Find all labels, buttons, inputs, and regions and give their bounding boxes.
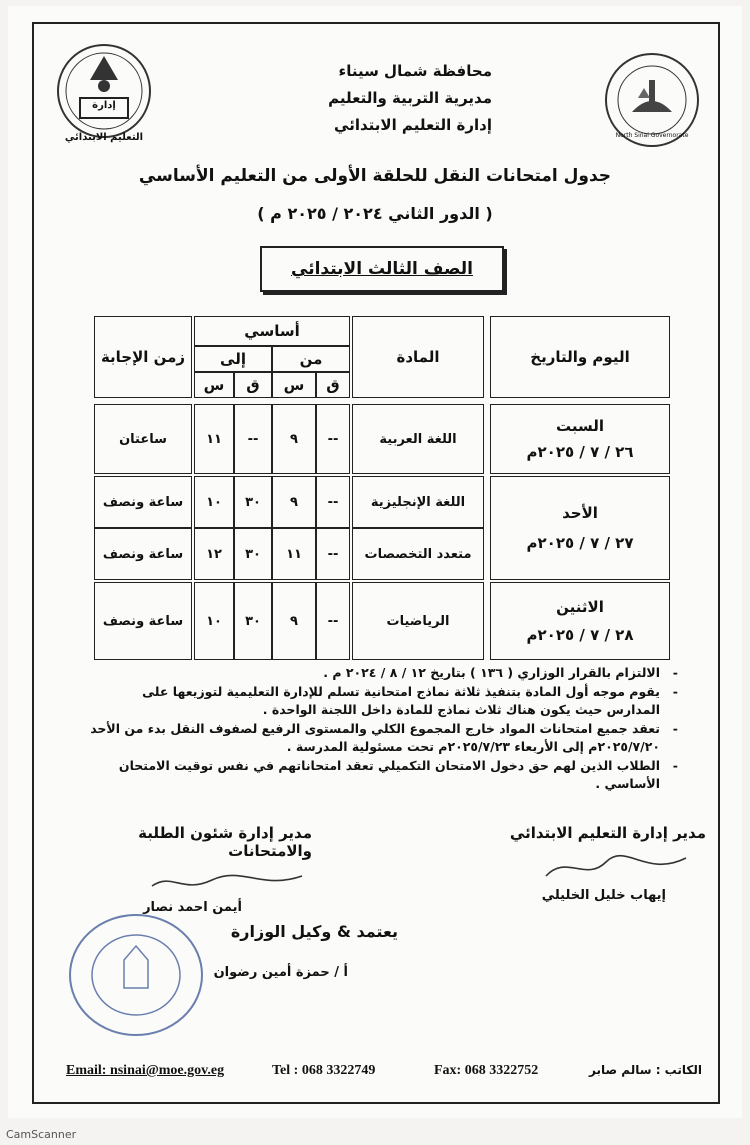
signature-student-affairs-director	[72, 824, 312, 915]
duration-cell: ساعة ونصف	[94, 476, 192, 528]
day-cell-saturday	[490, 404, 670, 474]
signature-approval	[198, 922, 398, 980]
day-date: ٢٦ / ٧ / ٢٠٢٥م	[526, 443, 634, 461]
header-basic: أساسي	[194, 316, 350, 346]
footer-fax: Fax: 068 3322752	[434, 1063, 539, 1078]
contact-footer	[66, 1063, 702, 1085]
from-hours-cell: ١١	[272, 528, 316, 580]
subject-cell: متعدد التخصصات	[352, 528, 484, 580]
issuer-header	[208, 58, 492, 139]
from-hours-cell: ٩	[272, 582, 316, 660]
signature-name: أيمن احمد نصار	[143, 900, 242, 915]
header-from: من	[272, 346, 350, 372]
signature-name: إيهاب خليل الخليلي	[541, 888, 666, 903]
day-cell-sunday	[490, 476, 670, 580]
official-stamp	[66, 910, 206, 1040]
footer-email: Email: nsinai@moe.gov.eg	[66, 1063, 225, 1078]
day-name: الاثنين	[556, 598, 604, 616]
note-item: - الالتزام بالقرار الوزاري ( ١٣٦ ) بتاريخ ١٢ / ٨ / ٢٠٢٤ م .	[86, 664, 682, 682]
to-hours-cell: ١٢	[194, 528, 234, 580]
primary-education-logo	[46, 36, 162, 146]
signature-title: مدير إدارة التعليم الابتدائي	[509, 824, 706, 842]
from-minutes-cell: --	[316, 528, 350, 580]
grade-label: الصف الثالث الابتدائي	[291, 259, 473, 279]
from-minutes-cell: --	[316, 476, 350, 528]
header-duration: زمن الإجابة	[94, 316, 192, 398]
day-name: الأحد	[562, 504, 598, 522]
governorate-name: محافظة شمال سيناء	[338, 62, 492, 80]
handwritten-signature-icon	[142, 864, 312, 900]
duration-cell: ساعة ونصف	[94, 528, 192, 580]
note-item: - يقوم موجه أول المادة بتنفيذ ثلاثة نماذج امتحانية تسلم للإدارة التعليمية لتوزيعها على المدارس حيث يكون هناك ثلاث نماذج للمادة داخل اللجنة الواحدة .	[86, 683, 682, 719]
subject-cell: اللغة العربية	[352, 404, 484, 474]
from-hours-cell: ٩	[272, 404, 316, 474]
handwritten-signature-icon	[536, 848, 696, 888]
signature-title: مدير إدارة شئون الطلبة والامتحانات	[138, 824, 312, 860]
north-sinai-logo	[602, 50, 702, 150]
signature-name: أ / حمزة أمين رضوان	[213, 965, 348, 980]
to-hours-cell: ١٠	[194, 476, 234, 528]
logo-caption: التعليم الابتدائي	[64, 132, 144, 143]
from-minutes-cell: --	[316, 582, 350, 660]
to-hours-cell: ١٠	[194, 582, 234, 660]
to-minutes-cell: ٣٠	[234, 528, 272, 580]
day-name: السبت	[555, 417, 605, 435]
to-minutes-cell: ٣٠	[234, 582, 272, 660]
note-item: - الطلاب الذين لهم حق دخول الامتحان التكميلي تعقد امتحاناتهم في نفس توقيت الامتحان الأساسي .	[86, 757, 682, 793]
subject-cell: اللغة الإنجليزية	[352, 476, 484, 528]
header-to-minutes: ق	[234, 372, 272, 398]
logo-book-text: إدارة	[92, 100, 116, 111]
document-subtitle: ( الدور الثاني ٢٠٢٤ / ٢٠٢٥ م )	[257, 204, 493, 223]
day-cell-monday	[490, 582, 670, 660]
directorate-name: مديرية التربية والتعليم	[328, 89, 492, 107]
document-title: جدول امتحانات النقل للحلقة الأولى من التعليم الأساسي	[138, 166, 612, 186]
exam-schedule-table	[94, 316, 670, 660]
from-minutes-cell: --	[316, 404, 350, 474]
document-page	[8, 6, 742, 1118]
header-from-hours: س	[272, 372, 316, 398]
header-from-minutes: ق	[316, 372, 350, 398]
logo-ring-text: North Sinai Governorate	[615, 132, 689, 139]
signature-primary-director	[510, 824, 706, 903]
to-minutes-cell: --	[234, 404, 272, 474]
header-to-hours: س	[194, 372, 234, 398]
from-hours-cell: ٩	[272, 476, 316, 528]
subject-cell: الرياضيات	[352, 582, 484, 660]
to-hours-cell: ١١	[194, 404, 234, 474]
header-to: إلى	[194, 346, 272, 372]
notes-list	[86, 664, 682, 794]
footer-tel: Tel : 068 3322749	[272, 1063, 376, 1078]
day-date: ٢٨ / ٧ / ٢٠٢٥م	[526, 626, 634, 644]
note-item: - تعقد جميع امتحانات المواد خارج المجموع الكلي والمستوى الرفيع لصفوف النقل بدء من الأحد ٢٠٢٥/٧/٢٠م إلى الأربعاء ٢٠٢٥/٧/٢٣م تحت مسئولية المدرسة .	[86, 720, 682, 756]
duration-cell: ساعة ونصف	[94, 582, 192, 660]
grade-box	[260, 246, 504, 292]
signature-title: يعتمد & وكيل الوزارة	[230, 922, 398, 941]
duration-cell: ساعتان	[94, 404, 192, 474]
scanner-watermark: CamScanner	[6, 1128, 77, 1141]
to-minutes-cell: ٣٠	[234, 476, 272, 528]
day-date: ٢٧ / ٧ / ٢٠٢٥م	[526, 534, 634, 552]
footer-typist: الكاتب : سالم صابر	[589, 1063, 702, 1077]
header-day-date: اليوم والتاريخ	[490, 316, 670, 398]
administration-name: إدارة التعليم الابتدائي	[334, 116, 492, 134]
header-subject: المادة	[352, 316, 484, 398]
